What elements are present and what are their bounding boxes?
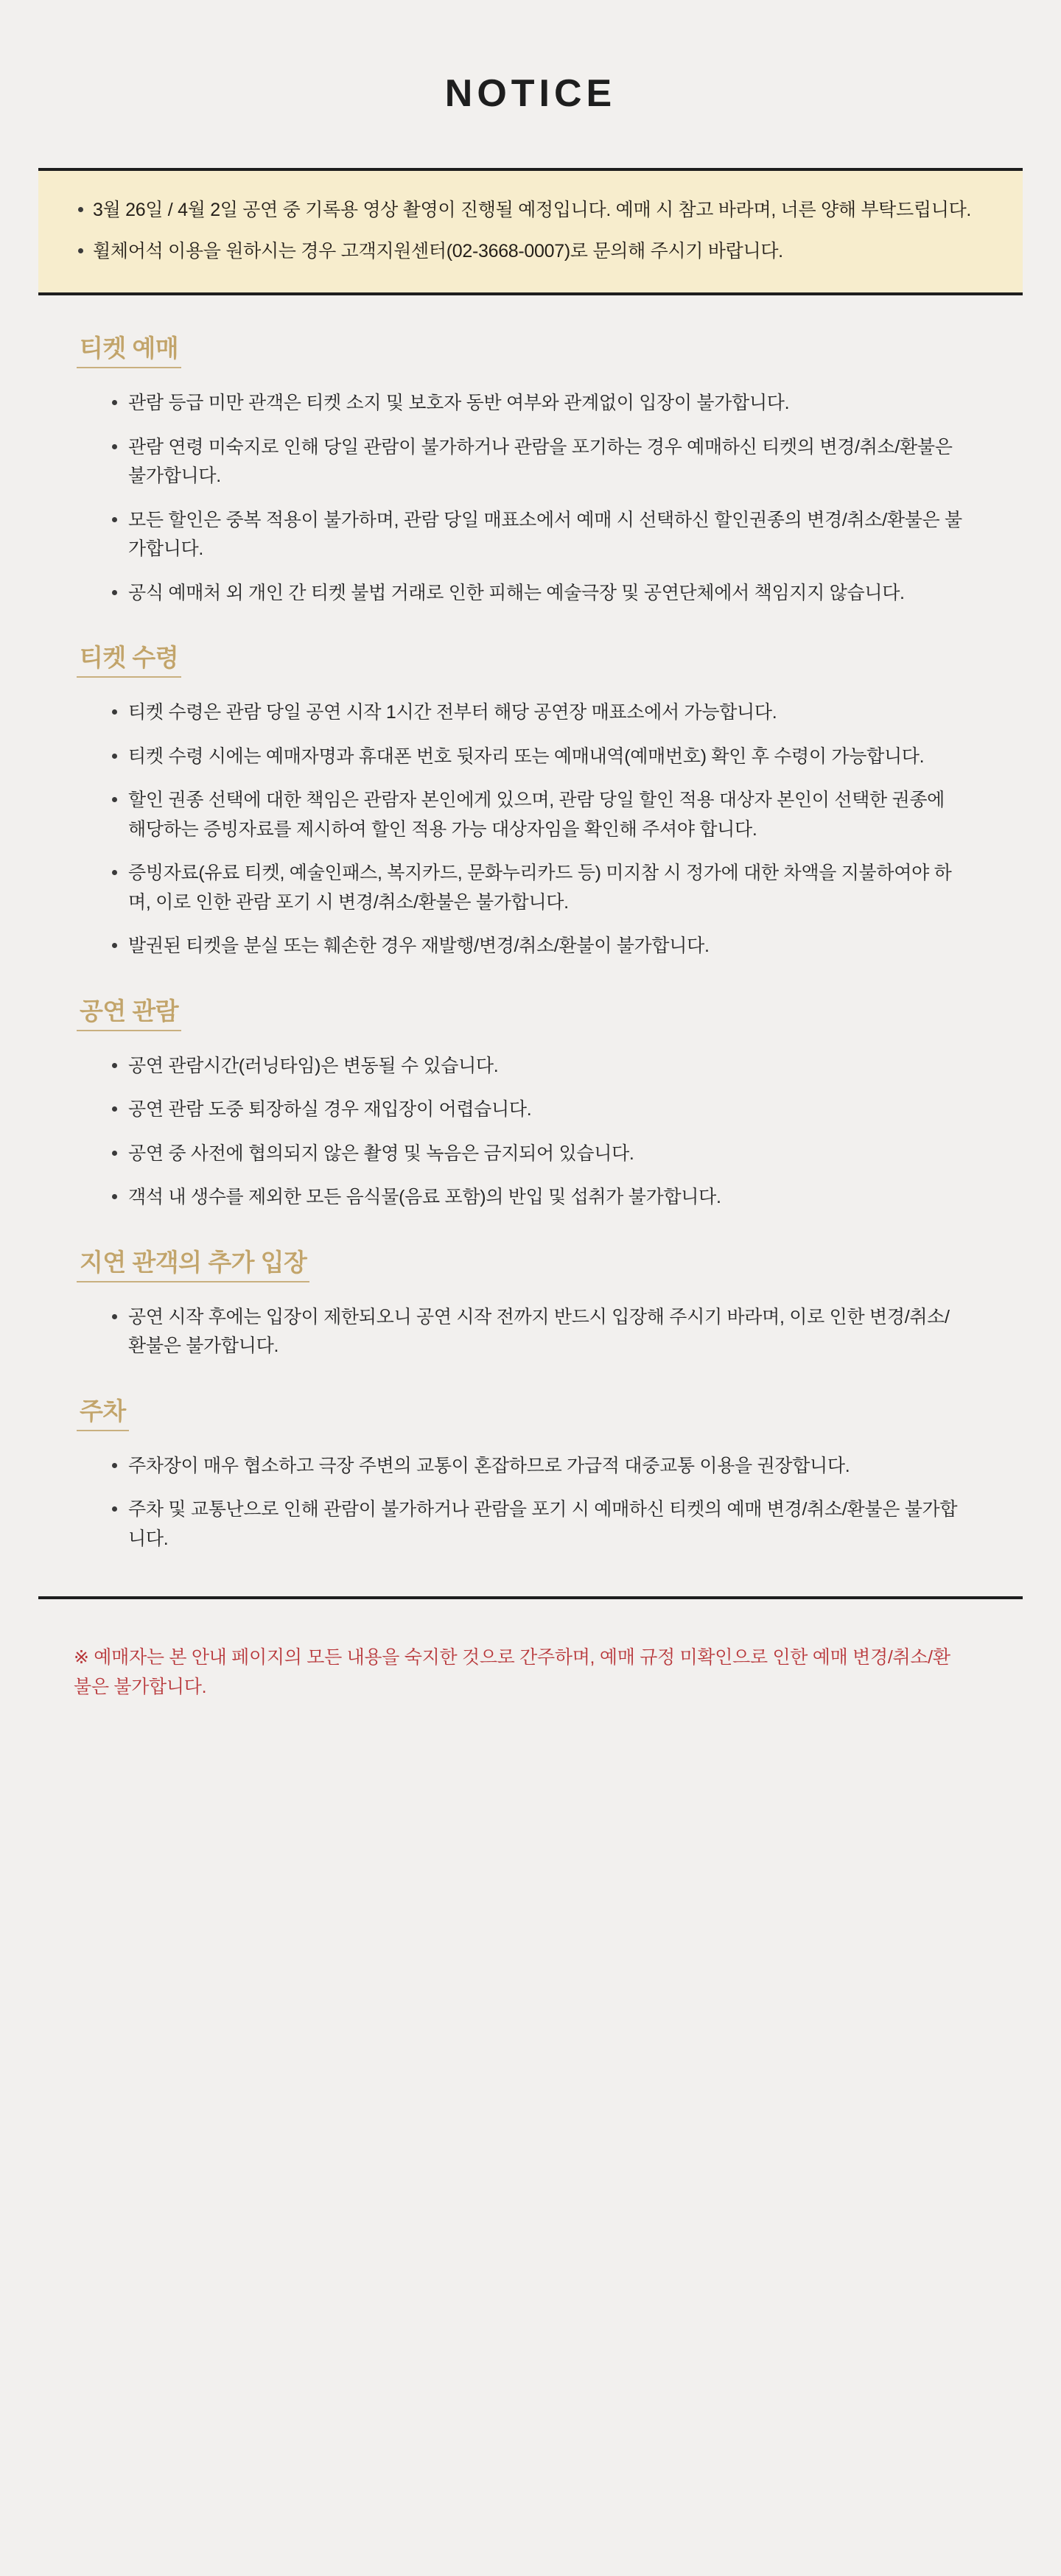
section-performance-viewing — [38, 992, 1023, 1212]
section-heading: 티켓 예매 — [77, 329, 181, 368]
footer-disclaimer — [38, 1596, 1023, 1702]
list-item: 공연 시작 후에는 입장이 제한되오니 공연 시작 전까지 반드시 입장해 주시기 바라며, 이로 인한 변경/취소/환불은 불가합니다. — [109, 1303, 1023, 1361]
notice-page — [0, 26, 1061, 2576]
list-item: 관람 등급 미만 관객은 티켓 소지 및 보호자 동반 여부와 관계없이 입장이 불가합니다. — [109, 389, 1023, 418]
list-item: 객석 내 생수를 제외한 모든 음식물(음료 포함)의 반입 및 섭취가 불가합니다. — [109, 1183, 1023, 1212]
section-late-entry — [38, 1243, 1023, 1361]
section-list — [38, 389, 1023, 608]
notice-sections — [0, 295, 1061, 1554]
highlight-notice-box — [38, 168, 1023, 296]
list-item: 공연 관람시간(러닝타임)은 변동될 수 있습니다. — [109, 1052, 1023, 1081]
section-heading: 지연 관객의 추가 입장 — [77, 1243, 309, 1282]
section-heading: 주차 — [77, 1392, 129, 1431]
list-item: 공연 관람 도중 퇴장하실 경우 재입장이 어렵습니다. — [109, 1095, 1023, 1125]
page-title: NOTICE — [444, 71, 617, 115]
list-item: 할인 권종 선택에 대한 책임은 관람자 본인에게 있으며, 관람 당일 할인 적용 대상자 본인이 선택한 권종에 해당하는 증빙자료를 제시하여 할인 적용 가능 대상자임을 확인해 주셔야 합니다. — [109, 786, 1023, 844]
highlight-list — [74, 196, 987, 267]
section-ticket-pickup — [38, 639, 1023, 961]
list-item: 모든 할인은 중복 적용이 불가하며, 관람 당일 매표소에서 예매 시 선택하신 할인권종의 변경/취소/환불은 불가합니다. — [109, 506, 1023, 564]
section-heading: 티켓 수령 — [77, 639, 181, 678]
section-heading: 공연 관람 — [77, 992, 181, 1031]
list-item: 티켓 수령은 관람 당일 공연 시작 1시간 전부터 해당 공연장 매표소에서 가능합니다. — [109, 698, 1023, 728]
section-list — [38, 1303, 1023, 1361]
section-list — [38, 1052, 1023, 1212]
list-item: 발권된 티켓을 분실 또는 훼손한 경우 재발행/변경/취소/환불이 불가합니다. — [109, 932, 1023, 961]
section-ticket-booking — [38, 329, 1023, 608]
list-item: 공연 중 사전에 협의되지 않은 촬영 및 녹음은 금지되어 있습니다. — [109, 1140, 1023, 1169]
section-parking — [38, 1392, 1023, 1554]
section-list — [38, 1452, 1023, 1554]
section-list — [38, 698, 1023, 961]
list-item: 휠체어석 이용을 원하시는 경우 고객지원센터(02-3668-0007)로 문의해 주시기 바랍니다. — [74, 237, 987, 266]
footer-note-text: ※ 예매자는 본 안내 페이지의 모든 내용을 숙지한 것으로 간주하며, 예매 규정 미확인으로 인한 예매 변경/취소/환불은 불가합니다. — [74, 1647, 950, 1698]
list-item: 주차 및 교통난으로 인해 관람이 불가하거나 관람을 포기 시 예매하신 티켓의 예매 변경/취소/환불은 불가합니다. — [109, 1495, 1023, 1554]
list-item: 3월 26일 / 4월 2일 공연 중 기록용 영상 촬영이 진행될 예정입니다. 예매 시 참고 바라며, 너른 양해 부탁드립니다. — [74, 196, 987, 225]
list-item: 티켓 수령 시에는 예매자명과 휴대폰 번호 뒷자리 또는 예매내역(예매번호) 확인 후 수령이 가능합니다. — [109, 743, 1023, 772]
list-item: 증빙자료(유료 티켓, 예술인패스, 복지카드, 문화누리카드 등) 미지참 시 정가에 대한 차액을 지불하여야 하며, 이로 인한 관람 포기 시 변경/취소/환불은 불가합니다. — [109, 859, 1023, 917]
list-item: 주차장이 매우 협소하고 극장 주변의 교통이 혼잡하므로 가급적 대중교통 이용을 권장합니다. — [109, 1452, 1023, 1481]
list-item: 관람 연령 미숙지로 인해 당일 관람이 불가하거나 관람을 포기하는 경우 예매하신 티켓의 변경/취소/환불은 불가합니다. — [109, 433, 1023, 491]
list-item: 공식 예매처 외 개인 간 티켓 불법 거래로 인한 피해는 예술극장 및 공연단체에서 책임지지 않습니다. — [109, 579, 1023, 608]
